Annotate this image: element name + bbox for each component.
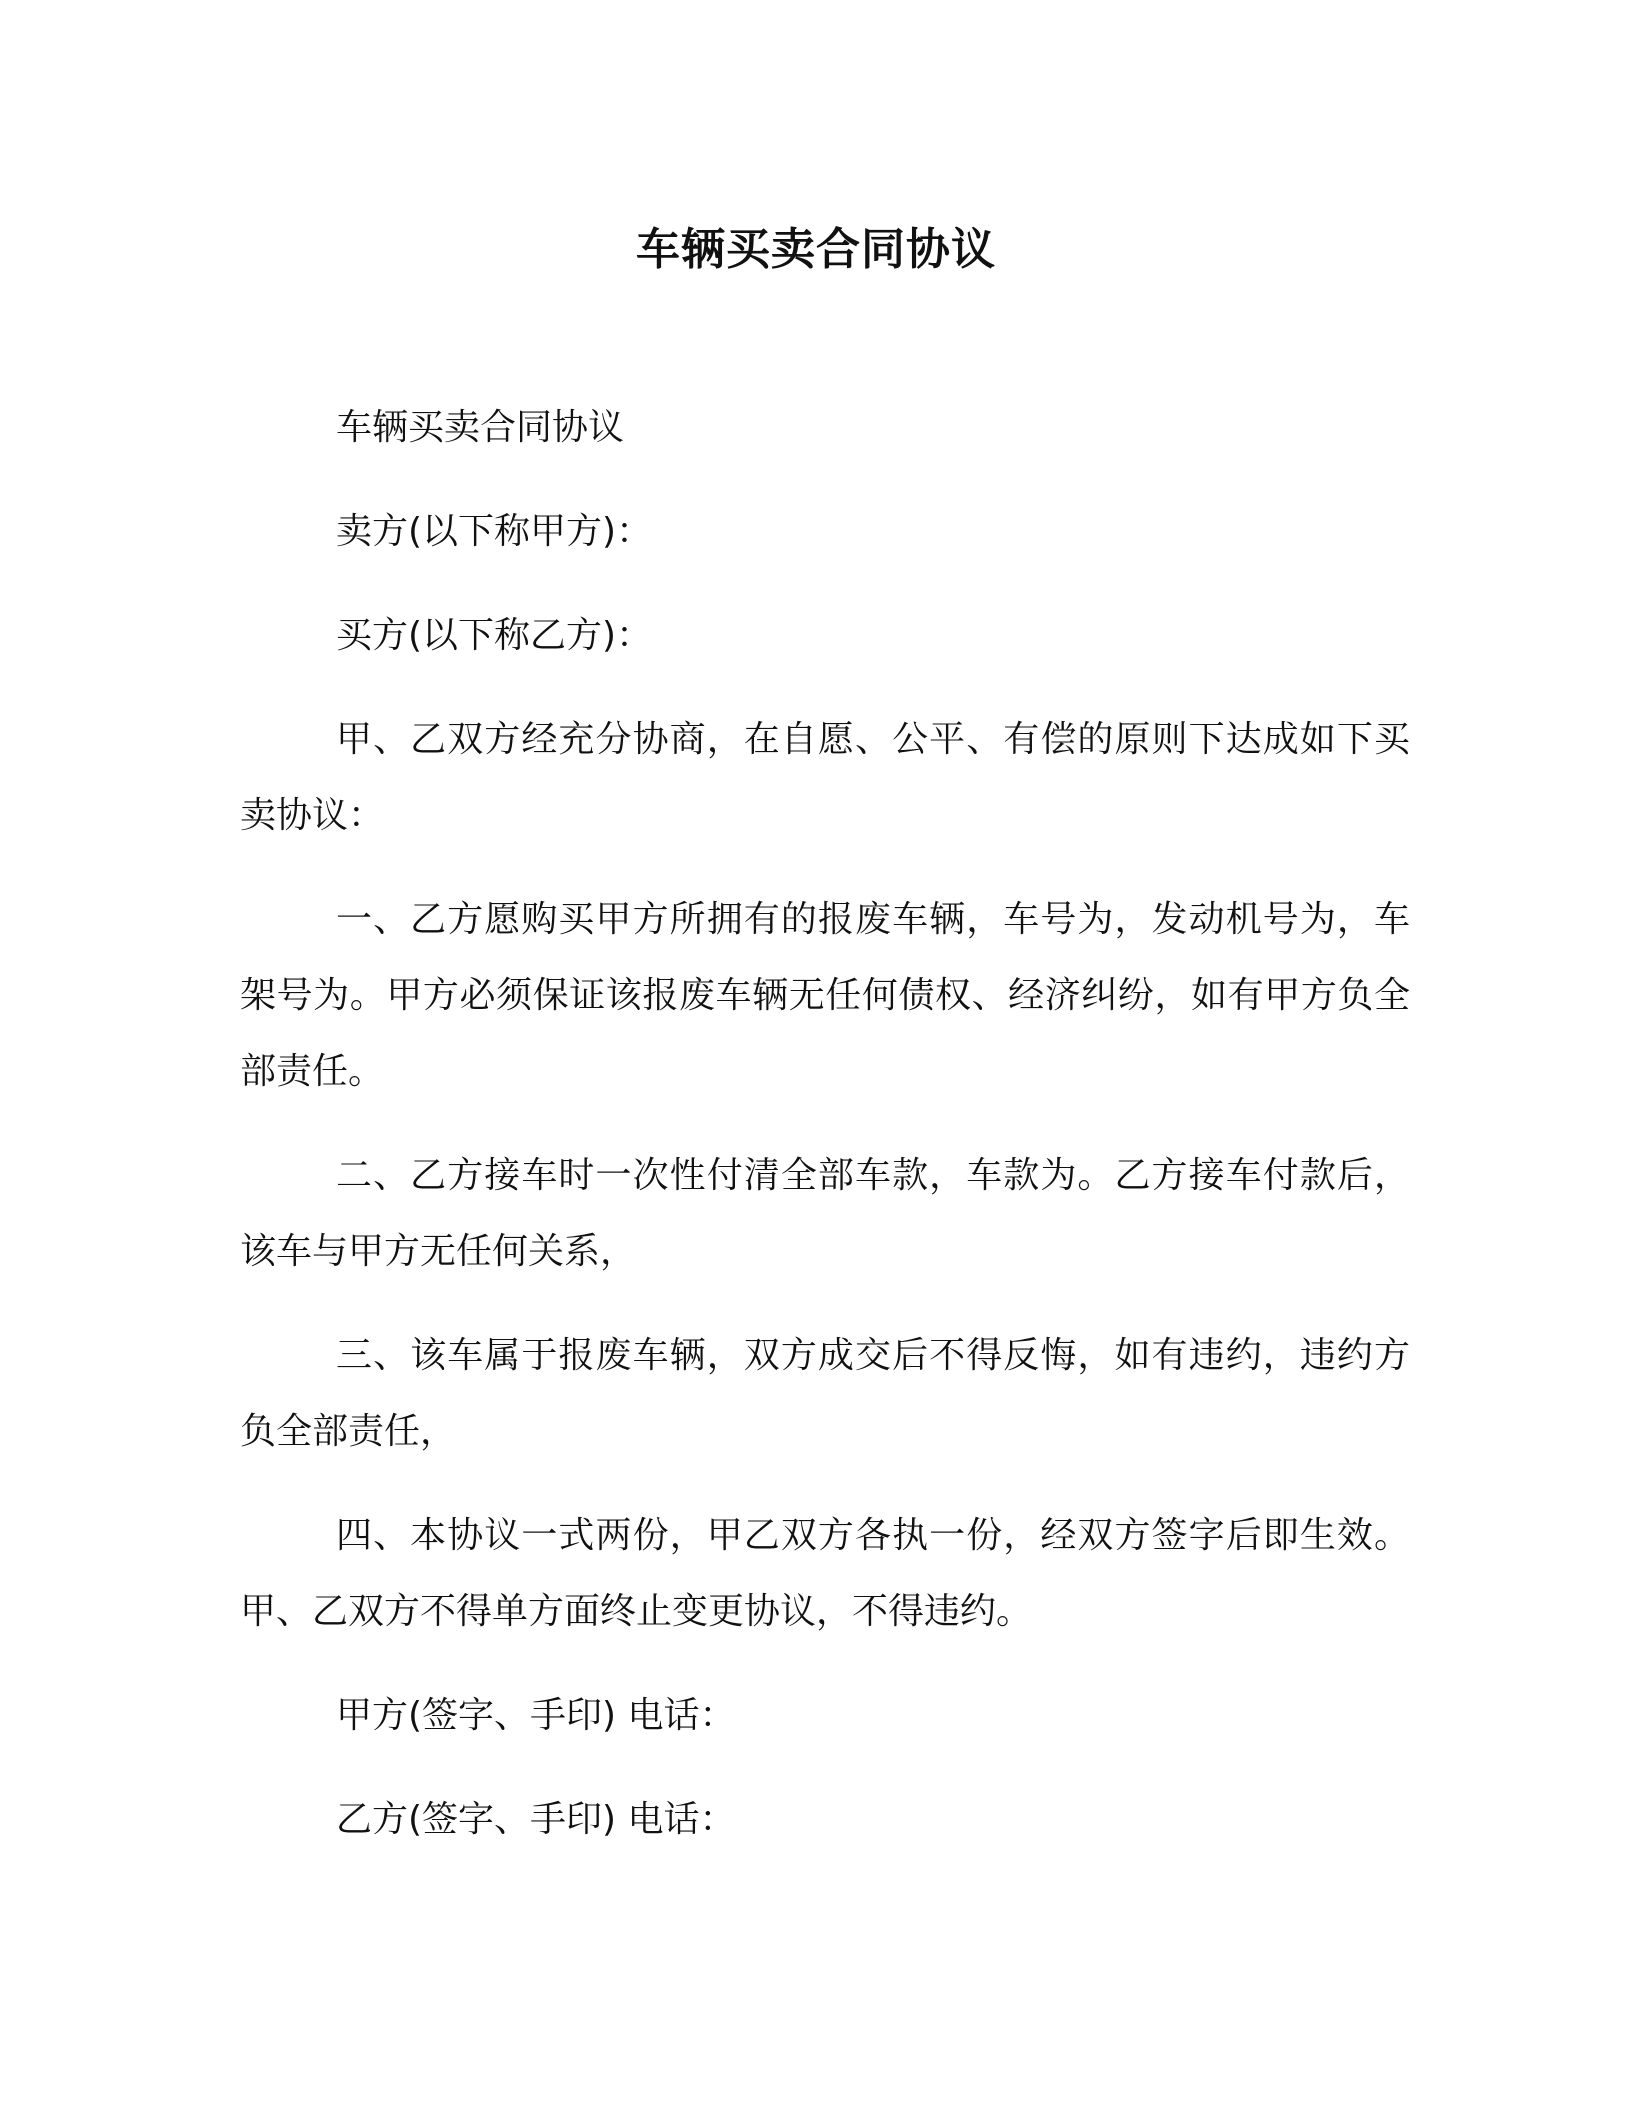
paragraph-clause-1: 一、乙方愿购买甲方所拥有的报废车辆，车号为，发动机号为，车架号为。甲方必须保证该报废车辆无任何债权、经济纠纷，如有甲方负全部责任。	[240, 899, 1410, 1092]
document-title: 车辆买卖合同协议	[636, 224, 996, 275]
paragraph-preamble: 甲、乙双方经充分协商，在自愿、公平、有偿的原则下达成如下买卖协议：	[240, 719, 1410, 836]
paragraph-clause-3: 三、该车属于报废车辆，双方成交后不得反悔，如有违约，违约方负全部责任，	[240, 1335, 1410, 1452]
paragraph-party-a-signature: 甲方(签字、手印) 电话：	[336, 1695, 736, 1736]
paragraph-heading: 车辆买卖合同协议	[336, 407, 625, 448]
paragraph-clause-2: 二、乙方接车时一次性付清全部车款，车款为。乙方接车付款后，该车与甲方无任何关系，	[240, 1155, 1410, 1272]
paragraph-clause-4: 四、本协议一式两份，甲乙双方各执一份，经双方签字后即生效。甲、乙双方不得单方面终止变更协议，不得违约。	[240, 1515, 1410, 1632]
paragraph-party-b-signature: 乙方(签字、手印) 电话：	[336, 1799, 736, 1840]
document-body	[240, 390, 1410, 1886]
paragraph-buyer: 买方(以下称乙方)：	[336, 615, 653, 656]
paragraph-seller: 卖方(以下称甲方)：	[336, 511, 653, 552]
